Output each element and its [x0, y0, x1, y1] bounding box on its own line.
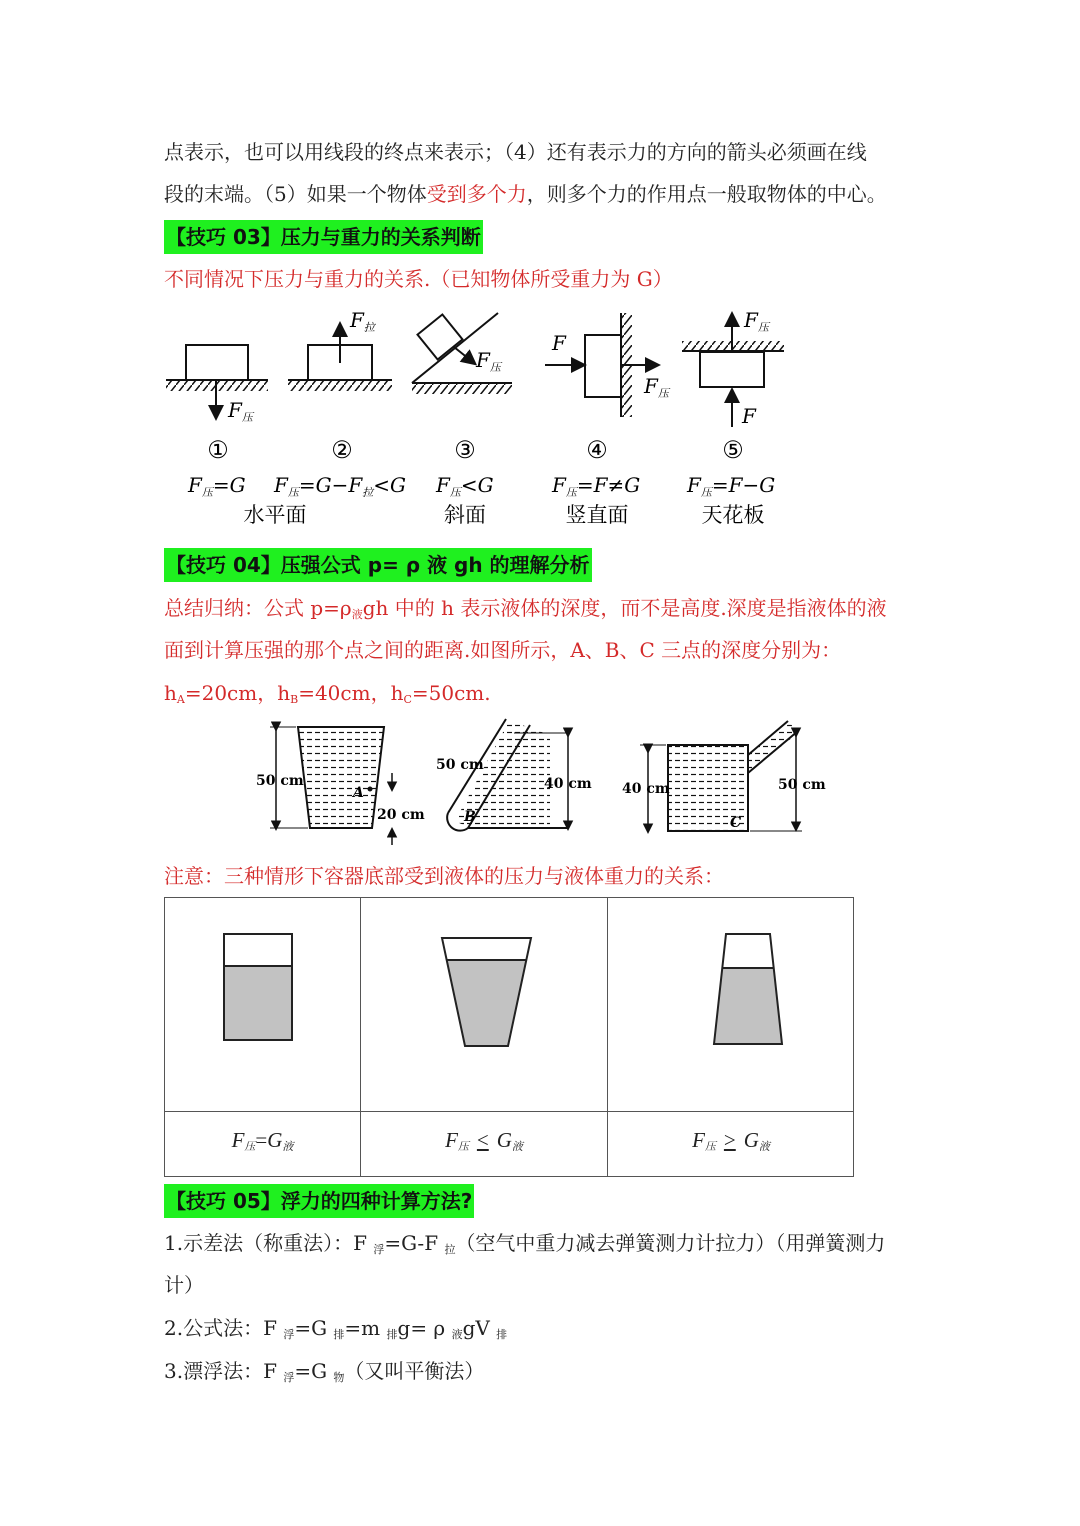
formula-5: $F_压=F-G$: [687, 473, 776, 499]
g-sub-2: 液: [511, 1141, 523, 1153]
m2-a: 2.公式法：F: [164, 1316, 284, 1340]
h-c: h: [390, 681, 404, 705]
straight-container: [221, 932, 295, 1044]
case-5-ceiling: [682, 308, 784, 428]
formula-2: $F_压=G-F_拉<G$: [274, 473, 406, 499]
c2-length-label: 50 cm: [436, 757, 484, 773]
m1-la: 拉: [444, 1243, 456, 1256]
case-5-push-label: F: [742, 404, 756, 428]
c2-height-label: 40 cm: [544, 776, 592, 792]
formula-3: $F_压<G$: [436, 473, 494, 499]
f-sub-3: 压: [704, 1141, 716, 1153]
m1-c: （空气中重力减去弹簧测力计拉力）（用弹簧测力: [455, 1231, 886, 1255]
case-names: [244, 503, 765, 527]
case-4-force-label: $F_压$: [644, 374, 669, 400]
case-5-force-label: $F_压$: [744, 308, 769, 334]
val-c: =50cm.: [411, 681, 491, 705]
relation-equal: [165, 1128, 360, 1154]
op-3: >: [723, 1128, 736, 1152]
g-1: G: [267, 1128, 283, 1152]
g-sub-3: 液: [758, 1141, 770, 1153]
val-b: =40cm，: [298, 681, 391, 705]
case-number-5: ⑤: [722, 436, 744, 464]
case-3-incline: [412, 313, 512, 394]
op-2: <: [476, 1128, 489, 1152]
summary-line-1-b: gh 中的 h 表示液体的深度，而不是高度.深度是指液体的液: [362, 596, 887, 620]
val-a: =20cm，: [184, 681, 278, 705]
case-4-push-label: F: [552, 331, 566, 355]
f-sub-1: 压: [244, 1141, 256, 1153]
case-formulas: [187, 473, 775, 499]
case-name-3: 斜面: [444, 503, 486, 527]
tip04-summary-line-3: [164, 678, 491, 715]
f-3: F: [692, 1128, 705, 1152]
c3-tube-height-label: 50 cm: [778, 777, 826, 793]
h-b: h: [277, 681, 291, 705]
m2-c: =m: [344, 1316, 387, 1340]
m2-pai1: 排: [333, 1328, 345, 1341]
op-1: =: [255, 1128, 268, 1152]
wide-top-container: [437, 936, 537, 1048]
tip03-subtitle: 不同情况下压力与重力的关系.（已知物体所受重力为 G）: [164, 267, 673, 291]
pressure-gravity-figure: [160, 305, 800, 530]
m3-b: =G: [294, 1359, 334, 1383]
relation-less: [361, 1128, 607, 1154]
case-4-vertical-wall: [545, 313, 671, 417]
formula-4: $F_压=F\ne G$: [552, 473, 641, 499]
m1-b: =G-F: [384, 1231, 445, 1255]
container-comparison-table: [164, 897, 854, 1177]
formula-1: $F_压=G$: [188, 473, 246, 499]
f-1: F: [231, 1128, 245, 1152]
method-1: [164, 1228, 885, 1265]
case-number-2: ②: [331, 436, 353, 464]
m1-a: 1.示差法（称重法）：F: [164, 1231, 374, 1255]
tip04-summary-line-2: 面到计算压强的那个点之间的距离.如图所示，A、B、C 三点的深度分别为：: [164, 638, 842, 662]
m2-e: gV: [462, 1316, 497, 1340]
point-b-label: B: [464, 809, 476, 825]
tip03-heading: 【技巧 03】压力与重力的关系判断: [164, 220, 483, 254]
case-1-horizontal: [166, 345, 268, 424]
table-row-divider: [165, 1111, 853, 1112]
summary-sub: 液: [351, 608, 363, 621]
c1-height-label: 50 cm: [256, 773, 304, 789]
intro-line-2-red: 受到多个力: [426, 182, 527, 206]
case-2-pull-up: [288, 308, 392, 391]
f-sub-2: 压: [457, 1141, 469, 1153]
sub-c: C: [403, 693, 412, 706]
relation-greater: [608, 1128, 854, 1154]
case-number-1: ①: [207, 436, 229, 464]
g-sub-1: 液: [282, 1141, 294, 1153]
intro-line-2: [164, 179, 887, 209]
m3-fu: 浮: [283, 1371, 295, 1384]
narrow-top-container: [708, 932, 788, 1048]
case-1-force-label: $F_压$: [228, 398, 253, 424]
m2-pai3: 排: [496, 1328, 508, 1341]
f-2: F: [445, 1128, 458, 1152]
intro-line-2-b: ，则多个力的作用点一般取物体的中心。: [526, 182, 887, 206]
h-a: h: [164, 681, 177, 705]
m2-pai2: 排: [386, 1328, 398, 1341]
m1-fu: 浮: [373, 1243, 385, 1256]
intro-line-1: 点表示，也可以用线段的终点来表示；（4）还有表示力的方向的箭头必须画在线: [164, 140, 867, 164]
a-depth-label: 20 cm: [377, 807, 425, 823]
method-2: [164, 1313, 507, 1350]
m3-a: 3.漂浮法：F: [164, 1359, 284, 1383]
g-3: G: [743, 1128, 759, 1152]
m2-d: g= ρ: [397, 1316, 452, 1340]
intro-line-2-a: 段的末端。（5）如果一个物体: [164, 182, 427, 206]
g-2: G: [496, 1128, 512, 1152]
sub-b: B: [290, 693, 299, 706]
point-c-label: C: [730, 815, 742, 831]
tip04-heading: 【技巧 04】压强公式 p= ρ 液 gh 的理解分析: [164, 548, 592, 582]
case-name-1: 水平面: [243, 503, 307, 527]
case-name-5: 天花板: [701, 503, 765, 527]
m3-c: （又叫平衡法）: [344, 1359, 485, 1383]
point-a-label: A: [353, 785, 364, 801]
case-3-force-label: $F_压$: [476, 348, 501, 374]
tip04-note: 注意：三种情形下容器底部受到液体的压力与液体重力的关系：: [164, 864, 724, 888]
sub-a: A: [176, 693, 185, 706]
m2-b: =G: [294, 1316, 334, 1340]
case-number-3: ③: [454, 436, 476, 464]
m2-ye: 液: [451, 1328, 463, 1341]
depth-figure: [250, 715, 830, 850]
case-2-force-label: $F_拉$: [350, 308, 375, 334]
method-1-cont: 计）: [164, 1273, 204, 1297]
case-name-4: 竖直面: [565, 503, 629, 527]
m2-fu: 浮: [283, 1328, 295, 1341]
tip05-heading: 【技巧 05】浮力的四种计算方法?: [164, 1184, 474, 1218]
method-3: [164, 1356, 484, 1393]
summary-line-1-a: 总结归纳：公式 p=ρ: [164, 596, 352, 620]
m3-wu: 物: [333, 1371, 345, 1384]
case-number-4: ④: [586, 436, 608, 464]
case-numbers: [207, 436, 744, 464]
tip04-summary-line-1: [164, 593, 887, 630]
c3-height-label: 40 cm: [622, 781, 670, 797]
